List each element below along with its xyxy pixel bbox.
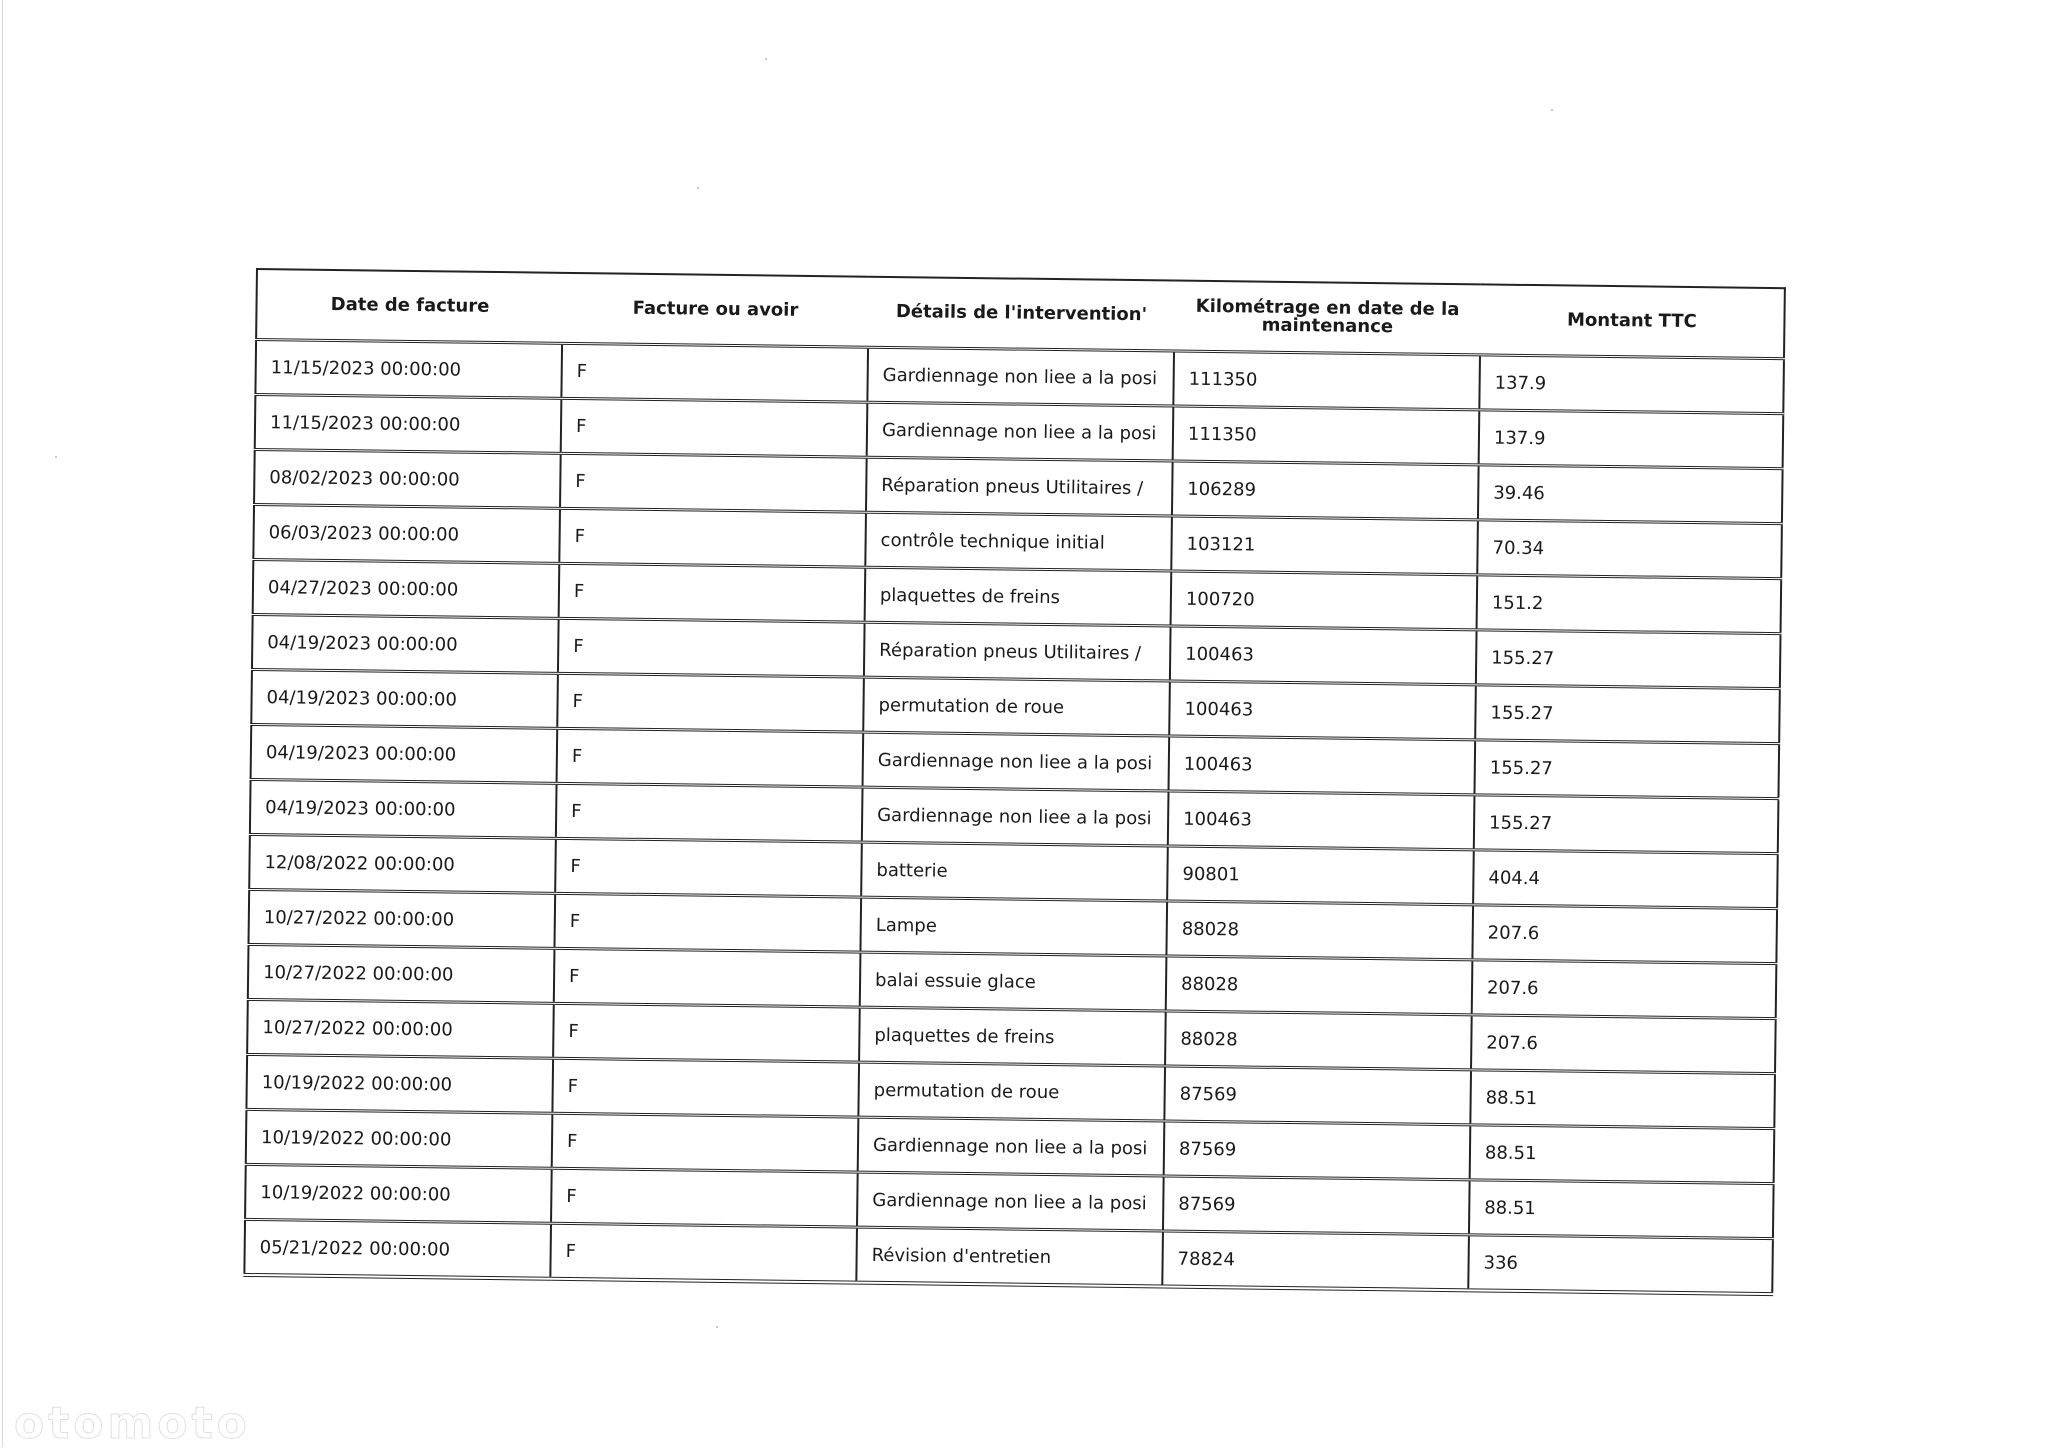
cell-invoice-date: 08/02/2023 00:00:00 <box>254 449 561 508</box>
cell-amount: 39.46 <box>1478 465 1783 524</box>
cell-invoice-type: F <box>559 563 866 622</box>
cell-invoice-type: F <box>558 618 865 677</box>
scan-speck <box>55 456 57 458</box>
header-mileage: Kilométrage en date de la maintenance <box>1174 281 1481 355</box>
cell-amount: 137.9 <box>1479 410 1784 469</box>
cell-mileage: 100463 <box>1168 791 1475 850</box>
header-intervention-details: Détails de l'intervention' <box>868 277 1175 351</box>
cell-amount: 137.9 <box>1479 355 1784 414</box>
cell-intervention-detail: batterie <box>861 842 1168 901</box>
cell-intervention-detail: Réparation pneus Utilitaires / <box>864 622 1171 681</box>
cell-intervention-detail: Gardiennage non liee a la posi <box>857 1172 1164 1231</box>
cell-amount: 155.27 <box>1474 795 1779 854</box>
cell-mileage: 103121 <box>1171 516 1478 575</box>
cell-invoice-date: 12/08/2022 00:00:00 <box>249 834 556 893</box>
cell-mileage: 111350 <box>1173 351 1480 410</box>
cell-invoice-date: 04/19/2023 00:00:00 <box>252 614 559 673</box>
cell-invoice-type: F <box>551 1168 858 1227</box>
cell-invoice-date: 11/15/2023 00:00:00 <box>255 340 562 399</box>
cell-mileage: 87569 <box>1164 1066 1471 1125</box>
cell-invoice-type: F <box>556 783 863 842</box>
cell-invoice-type: F <box>559 508 866 567</box>
cell-mileage: 87569 <box>1164 1121 1471 1180</box>
cell-mileage: 90801 <box>1167 846 1474 905</box>
cell-intervention-detail: Gardiennage non liee a la posi <box>867 402 1174 461</box>
watermark-logo: otomoto <box>14 1398 251 1449</box>
cell-mileage: 100463 <box>1170 626 1477 685</box>
cell-amount: 151.2 <box>1477 575 1782 634</box>
cell-invoice-type: F <box>553 1003 860 1062</box>
cell-invoice-type: F <box>554 893 861 952</box>
cell-amount: 336 <box>1468 1235 1773 1294</box>
cell-amount: 155.27 <box>1474 740 1779 799</box>
cell-intervention-detail: Réparation pneus Utilitaires / <box>866 457 1173 516</box>
cell-amount: 155.27 <box>1476 630 1781 689</box>
cell-invoice-type: F <box>557 673 864 732</box>
maintenance-history-table <box>243 268 1786 1296</box>
cell-invoice-type: F <box>560 453 867 512</box>
cell-intervention-detail: plaquettes de freins <box>859 1007 1166 1066</box>
cell-intervention-detail: plaquettes de freins <box>865 567 1172 626</box>
cell-amount: 207.6 <box>1472 960 1777 1019</box>
table-body <box>244 340 1784 1295</box>
cell-mileage: 88028 <box>1166 956 1473 1015</box>
cell-mileage: 106289 <box>1172 461 1479 520</box>
cell-amount: 404.4 <box>1473 850 1778 909</box>
cell-amount: 155.27 <box>1475 685 1780 744</box>
scan-speck <box>765 58 767 60</box>
cell-invoice-date: 10/27/2022 00:00:00 <box>248 889 555 948</box>
cell-invoice-type: F <box>552 1058 859 1117</box>
cell-invoice-type: F <box>555 838 862 897</box>
cell-invoice-date: 06/03/2023 00:00:00 <box>253 504 560 563</box>
cell-invoice-date: 04/19/2023 00:00:00 <box>251 724 558 783</box>
cell-mileage: 78824 <box>1162 1231 1469 1290</box>
scan-speck <box>697 187 699 189</box>
cell-invoice-date: 05/21/2022 00:00:00 <box>244 1219 551 1278</box>
cell-invoice-date: 04/27/2023 00:00:00 <box>253 559 560 618</box>
cell-intervention-detail: permutation de roue <box>858 1062 1165 1121</box>
scan-speck <box>716 1326 718 1328</box>
cell-intervention-detail: Révision d'entretien <box>856 1227 1163 1286</box>
cell-invoice-date: 10/19/2022 00:00:00 <box>245 1164 552 1223</box>
cell-mileage: 100720 <box>1171 571 1478 630</box>
cell-amount: 88.51 <box>1469 1180 1774 1239</box>
cell-intervention-detail: Lampe <box>860 897 1167 956</box>
cell-invoice-date: 04/19/2023 00:00:00 <box>250 779 557 838</box>
scan-speck <box>1551 109 1553 111</box>
cell-amount: 70.34 <box>1477 520 1782 579</box>
cell-intervention-detail: balai essuie glace <box>860 952 1167 1011</box>
cell-intervention-detail: Gardiennage non liee a la posi <box>862 787 1169 846</box>
header-invoice-date: Date de facture <box>256 269 563 343</box>
page-edge <box>2 0 3 1447</box>
cell-amount: 88.51 <box>1470 1125 1775 1184</box>
cell-invoice-date: 04/19/2023 00:00:00 <box>251 669 558 728</box>
cell-invoice-type: F <box>550 1223 857 1282</box>
cell-invoice-date: 10/19/2022 00:00:00 <box>246 1054 553 1113</box>
cell-intervention-detail: Gardiennage non liee a la posi <box>858 1117 1165 1176</box>
cell-invoice-date: 10/27/2022 00:00:00 <box>248 944 555 1003</box>
cell-invoice-type: F <box>561 398 868 457</box>
cell-mileage: 88028 <box>1165 1011 1472 1070</box>
cell-invoice-type: F <box>554 948 861 1007</box>
cell-invoice-date: 10/27/2022 00:00:00 <box>247 999 554 1058</box>
cell-mileage: 100463 <box>1169 681 1476 740</box>
cell-invoice-date: 10/19/2022 00:00:00 <box>246 1109 553 1168</box>
header-invoice-or-credit: Facture ou avoir <box>562 273 869 347</box>
cell-mileage: 88028 <box>1166 901 1473 960</box>
cell-intervention-detail: contrôle technique initial <box>865 512 1172 571</box>
cell-intervention-detail: Gardiennage non liee a la posi <box>867 347 1174 406</box>
header-amount-incl-tax: Montant TTC <box>1480 284 1785 358</box>
cell-amount: 88.51 <box>1470 1070 1775 1129</box>
cell-invoice-date: 11/15/2023 00:00:00 <box>255 395 562 454</box>
cell-intervention-detail: Gardiennage non liee a la posi <box>863 732 1170 791</box>
cell-amount: 207.6 <box>1472 905 1777 964</box>
cell-mileage: 100463 <box>1168 736 1475 795</box>
cell-invoice-type: F <box>557 728 864 787</box>
cell-mileage: 111350 <box>1173 406 1480 465</box>
cell-amount: 207.6 <box>1471 1015 1776 1074</box>
cell-mileage: 87569 <box>1163 1176 1470 1235</box>
cell-intervention-detail: permutation de roue <box>863 677 1170 736</box>
maintenance-table-container <box>243 268 1801 1296</box>
cell-invoice-type: F <box>552 1113 859 1172</box>
cell-invoice-type: F <box>561 343 868 402</box>
